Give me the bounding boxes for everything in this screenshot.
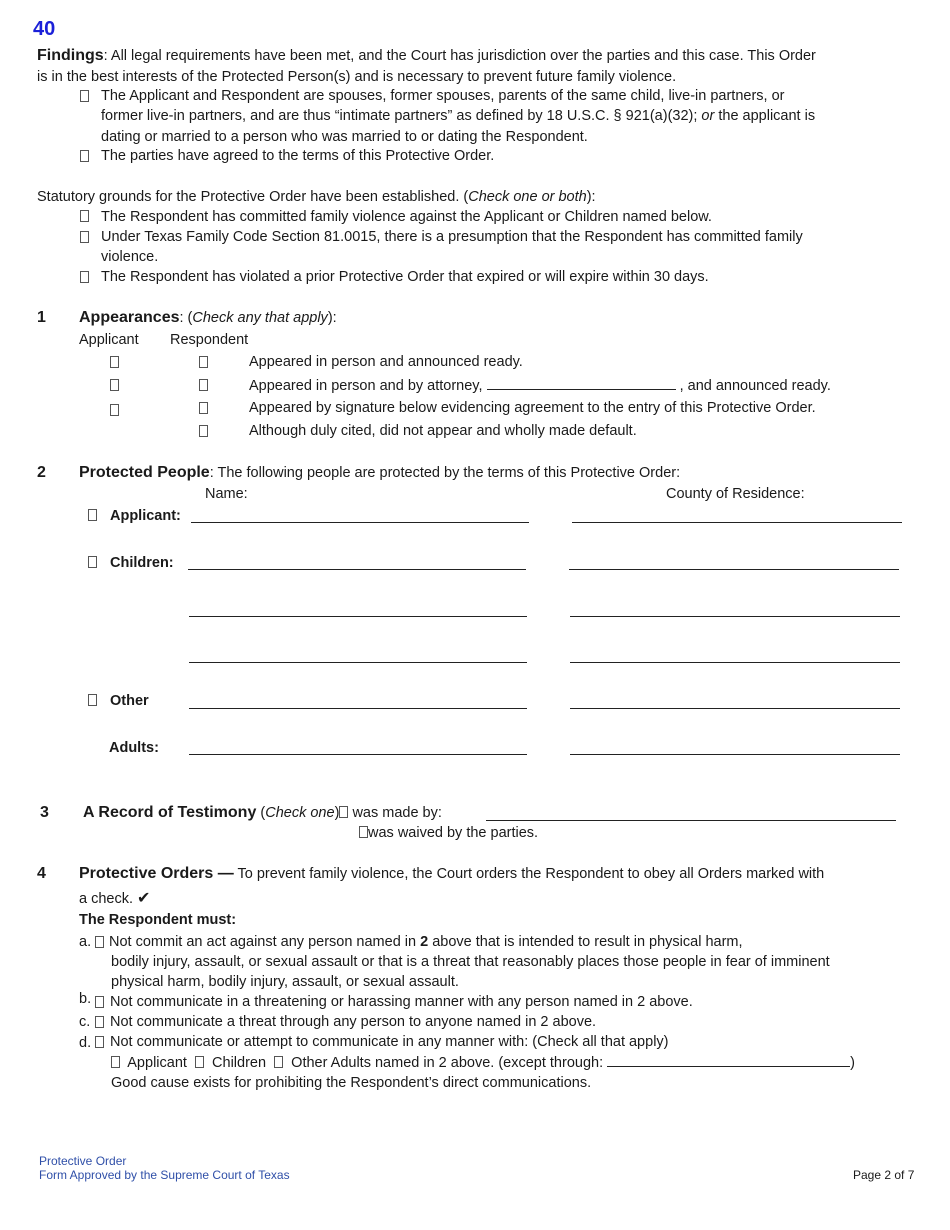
other2-name-field[interactable]	[189, 754, 527, 755]
findings-item1-line2b: the applicant is	[718, 108, 816, 124]
record-waived-checkbox[interactable]	[359, 826, 368, 838]
section4-text-line1: To prevent family violence, the Court orders the Respondent to obey all Orders marked with	[237, 866, 825, 882]
statutory-lead-end: ):	[586, 189, 596, 205]
section3-check-italic: Check one	[265, 805, 335, 821]
applicant-checkbox[interactable]	[88, 509, 97, 521]
order-d-good-cause: Good cause exists for prohibiting the Respondent’s direct communications.	[111, 1075, 592, 1091]
child3-county-field[interactable]	[570, 662, 900, 663]
section4-check-text: a check.	[79, 891, 133, 907]
order-a-ref: 2	[420, 934, 429, 950]
statutory-item2-line1: Under Texas Family Code Section 81.0015, there is a presumption that the Respondent has committed family	[101, 229, 803, 245]
section1-note-italic: Check any that apply	[192, 310, 328, 326]
section1-heading-line	[79, 309, 337, 327]
findings-item1-line2-text: former live-in partners, and are thus “intimate partners” as defined by 18 U.S.C. § 921(a)(32);	[101, 108, 698, 124]
order-a-line1b: above that is intended to result in physical harm,	[432, 934, 743, 950]
order-b-label: b.	[79, 991, 92, 1007]
section3-heading: A Record of Testimony	[83, 804, 257, 821]
order-b-text: Not communicate in a threatening or harassing manner with any person named in 2 above.	[110, 994, 693, 1010]
statutory-lead	[37, 189, 596, 205]
order-b-checkbox[interactable]	[95, 996, 104, 1008]
statutory-item2-line2: violence.	[101, 249, 159, 265]
order-c-checkbox[interactable]	[95, 1016, 104, 1028]
order-a-line2: bodily injury, assault, or sexual assault or that is a threat that reasonably places those people in fear of imminent	[111, 954, 830, 970]
footer-page-number: Page 2 of 7	[853, 1168, 915, 1182]
findings-paragraph	[37, 47, 816, 65]
findings-item2: The parties have agreed to the terms of this Protective Order.	[101, 148, 495, 164]
child1-name-field[interactable]	[188, 569, 526, 570]
record-made-by-field[interactable]	[486, 820, 896, 821]
findings-item1-checkbox[interactable]	[80, 90, 89, 102]
children-label: Children:	[110, 555, 174, 571]
respondent-must-heading: The Respondent must:	[79, 912, 237, 928]
section4-heading-line	[79, 865, 824, 883]
appearance1-text: Appeared in person and announced ready.	[249, 354, 523, 370]
appearance1-respondent-checkbox[interactable]	[199, 356, 208, 368]
checkmark-icon: ✔	[137, 888, 151, 907]
order-a-line1a: Not commit an act against any person named in	[109, 934, 417, 950]
findings-item1-line3: dating or married to a person who was married to or dating the Respondent.	[101, 129, 588, 145]
section2-text: : The following people are protected by the terms of this Protective Order:	[209, 465, 681, 481]
adults-label: Adults:	[109, 740, 159, 756]
section3-number: 3	[40, 804, 49, 821]
child2-name-field[interactable]	[189, 616, 527, 617]
appearance3-text: Appeared by signature below evidencing agreement to the entry of this Protective Order.	[249, 400, 816, 416]
except-through-field[interactable]	[607, 1054, 850, 1067]
record-made-label: was made by:	[352, 805, 442, 821]
order-d-options	[111, 1054, 855, 1071]
statutory-item1: The Respondent has committed family violence against the Applicant or Children named below.	[101, 209, 712, 225]
statutory-item3-checkbox[interactable]	[80, 271, 89, 283]
findings-item1-line1: The Applicant and Respondent are spouses, former spouses, parents of the same child, live-in partners, or	[101, 88, 785, 104]
footer-approval: Form Approved by the Supreme Court of Texas	[39, 1168, 290, 1182]
appearance1-applicant-checkbox[interactable]	[110, 356, 119, 368]
record-waived-line	[359, 825, 538, 841]
child1-county-field[interactable]	[569, 569, 899, 570]
children-checkbox[interactable]	[88, 556, 97, 568]
col-applicant-label: Applicant	[79, 332, 139, 348]
section2-number: 2	[37, 464, 46, 481]
other2-county-field[interactable]	[570, 754, 900, 755]
child3-name-field[interactable]	[189, 662, 527, 663]
section4-number: 4	[37, 865, 46, 882]
col-respondent-label: Respondent	[170, 332, 249, 348]
order-d-applicant-checkbox[interactable]	[111, 1056, 120, 1068]
applicant-name-field[interactable]	[191, 522, 529, 523]
section1-heading: Appearances	[79, 309, 180, 326]
page-number: 40	[33, 18, 56, 40]
findings-item2-checkbox[interactable]	[80, 150, 89, 162]
appearance2-applicant-checkbox[interactable]	[110, 379, 119, 391]
order-d-other-label: Other Adults named in 2 above. (except through:	[291, 1055, 604, 1071]
child2-county-field[interactable]	[570, 616, 900, 617]
section1-number: 1	[37, 309, 46, 326]
findings-text-line2: is in the best interests of the Protected Person(s) and is necessary to prevent future family violence.	[37, 69, 677, 85]
order-a-line3: physical harm, bodily injury, assault, or sexual assault.	[111, 974, 459, 990]
order-d-text: Not communicate or attempt to communicate in any manner with: (Check all that apply)	[110, 1034, 669, 1050]
order-a-line1	[109, 934, 743, 950]
other1-name-field[interactable]	[189, 708, 527, 709]
statutory-lead-italic: Check one or both	[468, 189, 587, 205]
appearance3-applicant-checkbox[interactable]	[110, 404, 119, 416]
order-d-children-checkbox[interactable]	[195, 1056, 204, 1068]
section2-heading: Protected People	[79, 464, 210, 481]
statutory-item2-checkbox[interactable]	[80, 231, 89, 243]
appearance4-text: Although duly cited, did not appear and wholly made default.	[249, 423, 637, 439]
appearance2-text	[249, 377, 831, 394]
attorney-name-field[interactable]	[487, 377, 676, 390]
order-d-close: )	[850, 1055, 855, 1071]
order-d-other-checkbox[interactable]	[274, 1056, 283, 1068]
section4-text-line2	[79, 888, 150, 907]
order-c-text: Not communicate a threat through any person to anyone named in 2 above.	[110, 1014, 597, 1030]
statutory-item3: The Respondent has violated a prior Protective Order that expired or will expire within 30 days.	[101, 269, 709, 285]
section3-heading-line	[83, 804, 442, 822]
col-name-label: Name:	[205, 486, 248, 502]
order-c-label: c.	[79, 1014, 91, 1030]
appearance4-respondent-checkbox[interactable]	[199, 425, 208, 437]
order-d-label: d.	[79, 1035, 92, 1051]
other1-county-field[interactable]	[570, 708, 900, 709]
applicant-label: Applicant:	[110, 508, 181, 524]
appearance2-text-a: Appeared in person and by attorney,	[249, 378, 483, 394]
section3-check-open: (	[260, 805, 266, 821]
findings-text: : All legal requirements have been met, and the Court has jurisdiction over the parties and this case. This Order	[103, 48, 816, 64]
statutory-lead-text: Statutory grounds for the Protective Order have been established. (	[37, 189, 469, 205]
section1-note-open: : (	[179, 310, 193, 326]
section4-heading: Protective Orders —	[79, 865, 234, 882]
other-adults-checkbox[interactable]	[88, 694, 97, 706]
other-label: Other	[110, 693, 149, 709]
statutory-item1-checkbox[interactable]	[80, 210, 89, 222]
findings-item1-line2	[101, 108, 815, 124]
section2-heading-line	[79, 464, 680, 482]
findings-item1-or: or	[701, 108, 715, 124]
section3-check-close: )	[334, 805, 340, 821]
order-d-children-label: Children	[212, 1055, 267, 1071]
order-a-checkbox[interactable]	[95, 936, 104, 948]
record-made-checkbox[interactable]	[339, 806, 348, 818]
order-d-applicant-label: Applicant	[127, 1055, 187, 1071]
applicant-county-field[interactable]	[572, 522, 902, 523]
order-d-checkbox[interactable]	[95, 1036, 104, 1048]
col-county-label: County of Residence:	[666, 486, 805, 502]
record-waived-label: was waived by the parties.	[368, 825, 539, 841]
section1-note-close: ):	[327, 310, 337, 326]
footer-form-title: Protective Order	[39, 1154, 127, 1168]
appearance2-respondent-checkbox[interactable]	[199, 379, 208, 391]
findings-heading: Findings	[37, 47, 104, 64]
order-a-label: a.	[79, 934, 92, 950]
appearance2-text-b: , and announced ready.	[679, 378, 831, 394]
appearance3-respondent-checkbox[interactable]	[199, 402, 208, 414]
